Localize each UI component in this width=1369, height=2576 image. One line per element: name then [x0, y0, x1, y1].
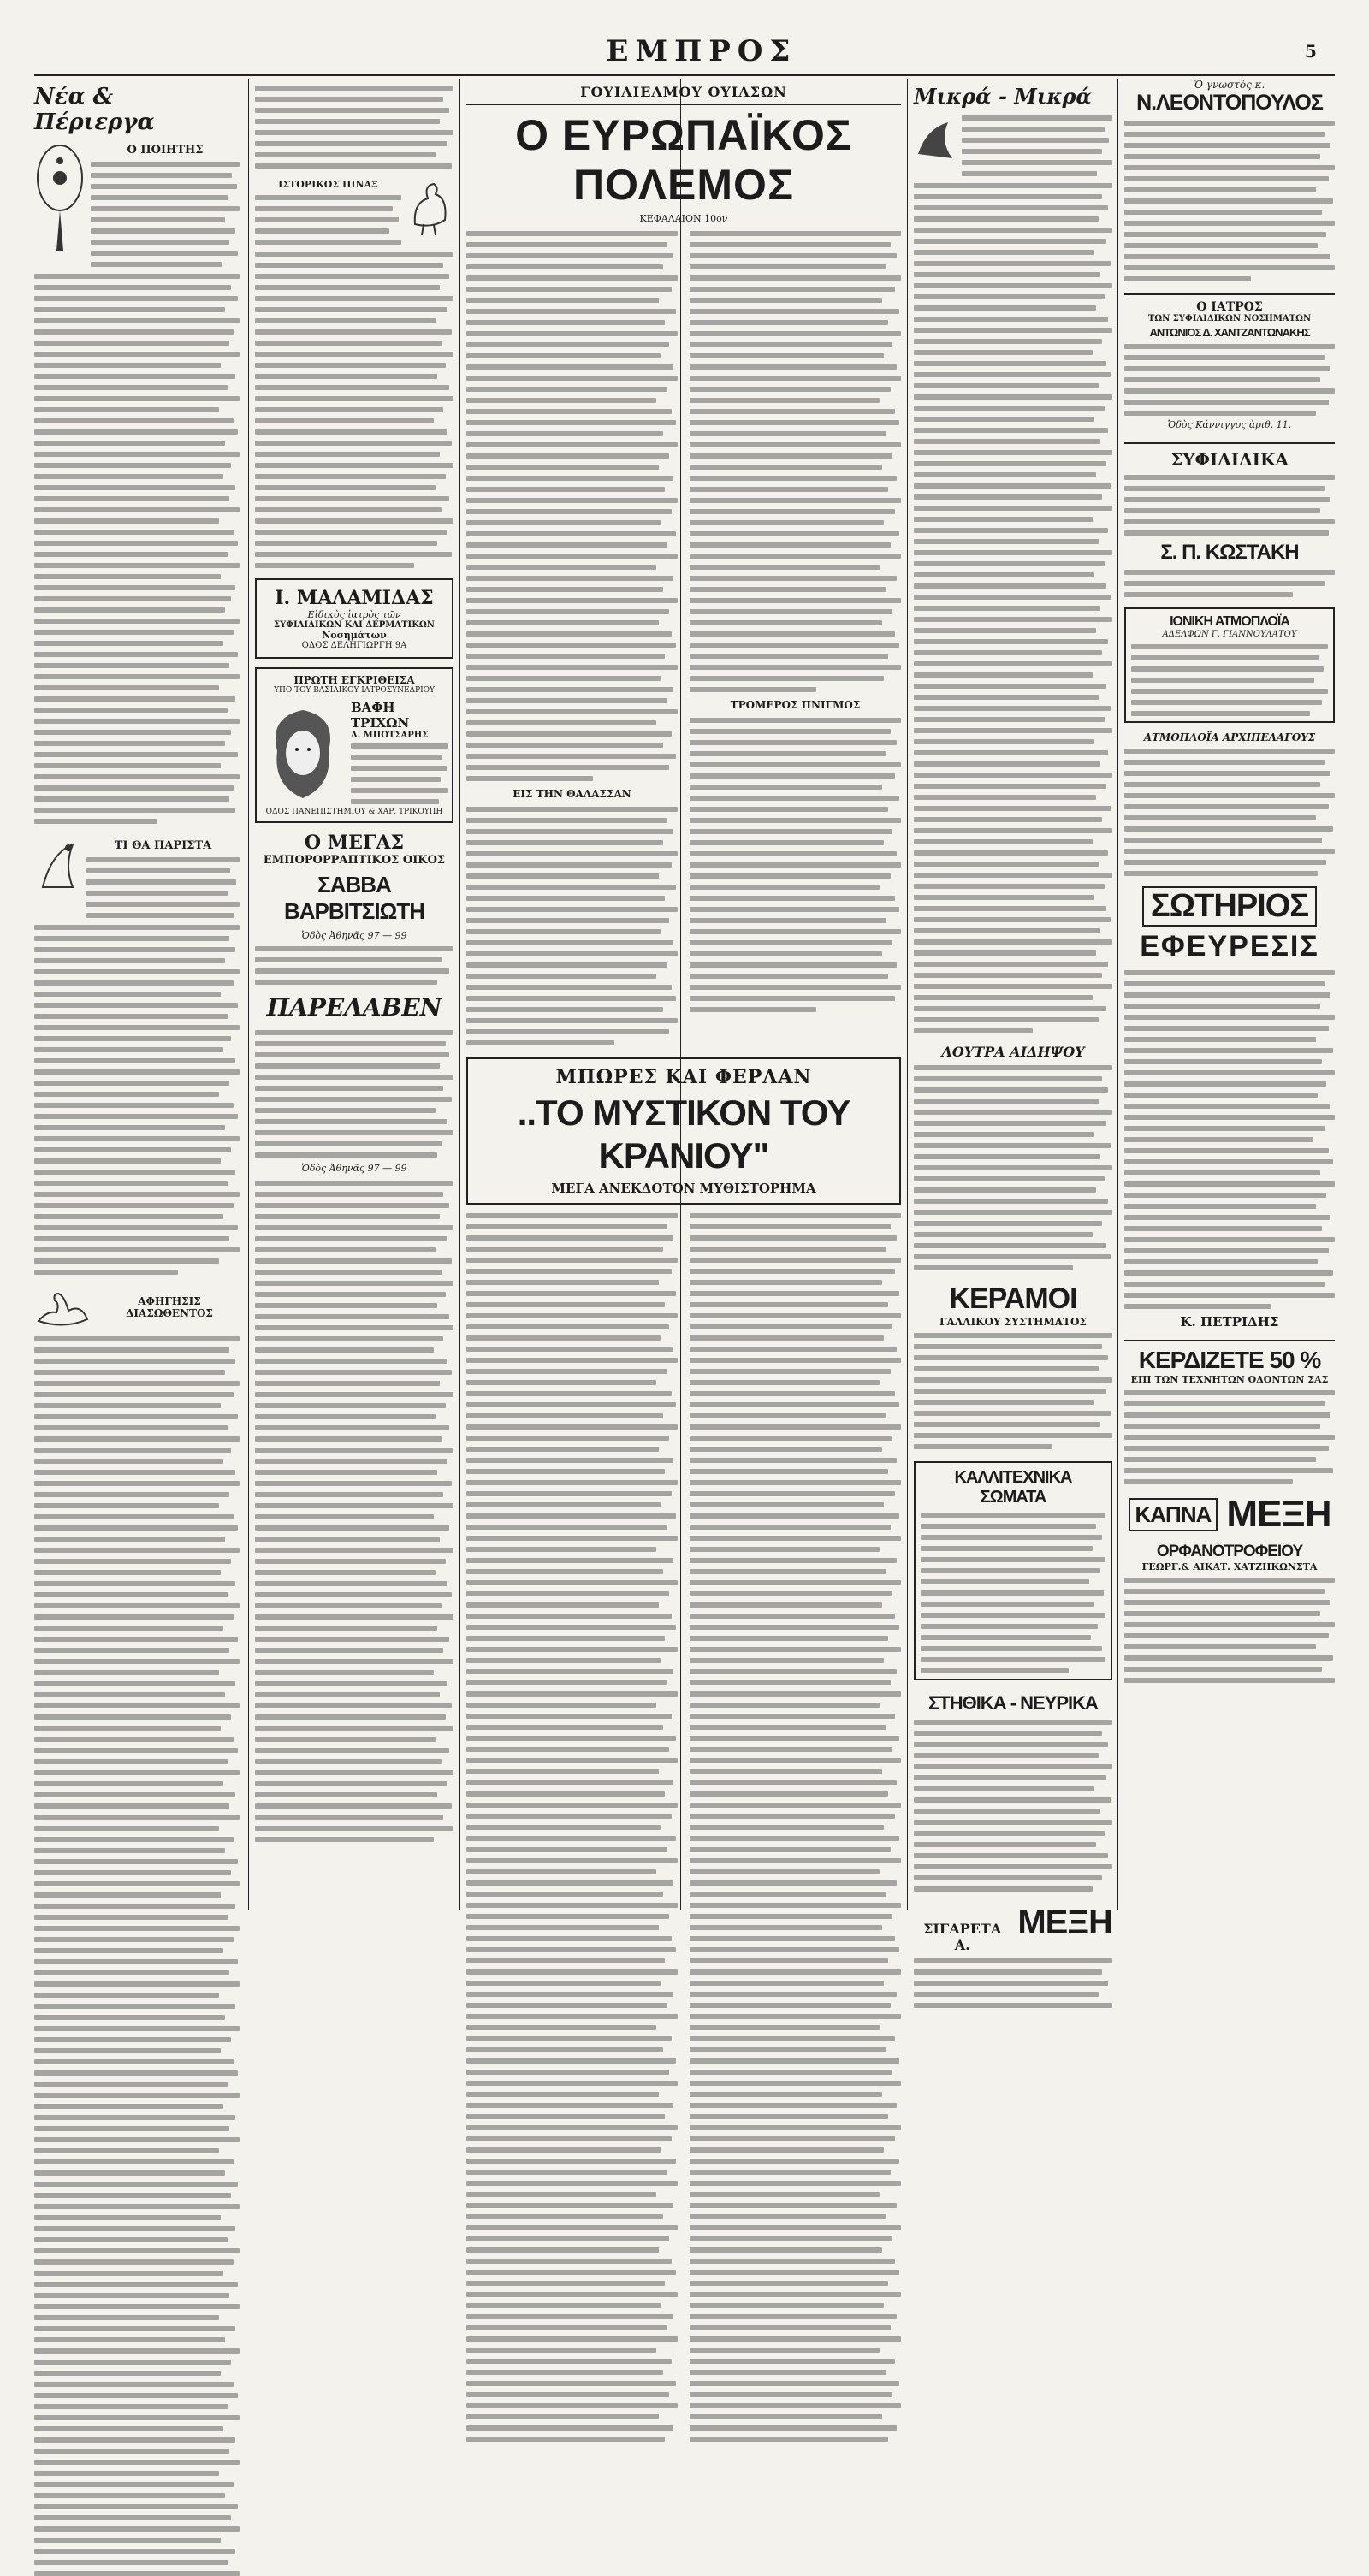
- article-body-lines: [466, 1213, 678, 2442]
- ad-varvitsioti-address: Ὁδὸς Ἀθηνᾶς 97 — 99: [301, 930, 407, 941]
- article-body-lines: [690, 718, 901, 1012]
- ad-malamidas-line2: ΣΥΦΙΛΙΔΙΚΩΝ ΚΑΙ ΔΕΡΜΑΤΙΚΩΝ: [274, 620, 435, 630]
- article-body-lines: [1124, 970, 1335, 1309]
- article-title-afigisis: ΑΦΗΓΗΣΙΣ ΔΙΑΣΩΘΕΝΤΟΣ: [126, 1295, 213, 1319]
- rule: [466, 104, 901, 105]
- article-body-lines: [255, 1030, 453, 1158]
- sigareta-label: ΣΙΓΑΡΕΤΑ Α.: [923, 1921, 1002, 1953]
- mexi-label: ΜΕΞΗ: [1226, 1493, 1331, 1535]
- article-body-lines: [914, 1720, 1112, 1892]
- ad-vafi-sub: ΥΠΟ ΤΟΥ ΒΑΣΙΛΙΚΟΥ ΙΑΤΡΟΣΥΝΕΔΡΙΟΥ: [274, 686, 435, 695]
- article-body-lines: [1124, 344, 1335, 416]
- article-body-lines: [1131, 644, 1328, 716]
- syfilidika-title: ΣΥΦΙΛΙΔΙΚΑ: [1170, 449, 1289, 470]
- ad-vafi-maker: Δ. ΜΠΟΤΣΑΡΗΣ: [351, 731, 429, 740]
- article-body-lines: [921, 1513, 1105, 1673]
- novel-subtitle: ΜΕΓΑ ΑΝΕΚΔΟΤΟΝ ΜΥΘΙΣΤΟΡΗΜΑ: [551, 1181, 816, 1196]
- article-body-lines: [1124, 1578, 1335, 1683]
- ad-arxipelagos: [1124, 731, 1335, 876]
- article-body-lines: [690, 231, 901, 692]
- bird-illustration: [34, 836, 81, 896]
- novel-authors: ΜΠΩΡΕΣ ΚΑΙ ΦΕΡΛΑΝ: [555, 1066, 812, 1088]
- petridis-name: Κ. ΠΕΤΡΙΔΗΣ: [1180, 1314, 1279, 1329]
- ad-orfanotrofeiou: [1124, 1543, 1335, 1683]
- column-rule-4: [907, 79, 908, 1910]
- ad-kostaki: [1124, 442, 1335, 597]
- ad-malamidas-line3: Νοσημάτων: [322, 630, 387, 641]
- article-body-lines: [1124, 570, 1335, 597]
- ad-varvitsioti: [255, 832, 453, 1174]
- kallitexnika-title: ΚΑΛΛΙΤΕΧΝΙΚΑ ΣΩΜΑΤΑ: [954, 1468, 1072, 1507]
- ad-malamidas-line1: Εἰδικὸς ἰατρὸς τῶν: [307, 609, 401, 620]
- ad-keramoi: [914, 1282, 1112, 1449]
- article-body-lines: [914, 1333, 1112, 1449]
- main-war-headline: Ο ΕΥΡΩΠΑΪΚΟΣ ΠΟΛΕΜΟΣ: [515, 111, 852, 209]
- article-body-lines: [466, 807, 678, 1045]
- ad-stithika: [914, 1692, 1112, 1892]
- column-6: [1124, 79, 1335, 1914]
- ionic-subtitle: ΑΔΕΛΦΩΝ Γ. ΓΙΑΝΝΟΥΛΑΤΟΥ: [1162, 630, 1297, 639]
- section-title-mikra: Μικρά - Μικρά: [914, 84, 1092, 109]
- article-body-lines: [255, 252, 453, 568]
- kostaki-name: Σ. Π. ΚΩΣΤΑΚΗ: [1160, 541, 1299, 564]
- ad-varvitsioti-house: ΕΜΠΟΡΟΡΡΑΠΤΙΚΟΣ ΟΙΚΟΣ: [263, 854, 446, 867]
- novel-header: [466, 1057, 901, 1205]
- article-body-lines: [914, 1065, 1112, 1270]
- article-body-lines: [1124, 121, 1335, 281]
- article-body-lines: [255, 86, 453, 169]
- efevresis-title: ΕΦΕΥΡΕΣΙΣ: [1140, 930, 1319, 962]
- ad-vafi-trixon: [255, 667, 453, 823]
- masthead-rule: [34, 74, 1335, 76]
- chapter-label: ΚΕΦΑΛΑΙΟΝ 10ον: [639, 213, 728, 224]
- article-body-lines: [255, 195, 401, 245]
- column-rule-5: [1117, 79, 1118, 1910]
- ad-malamidas-line4: ΟΔΟΣ ΔΕΛΗΓΙΩΡΓΗ 9Α: [301, 641, 407, 650]
- article-body-lines: [34, 1336, 240, 2576]
- subhead-eis-tin-thalassan: ΕΙΣ ΤΗΝ ΘΑΛΑΣΣΑΝ: [513, 788, 631, 800]
- orfano-subtitle: ΓΕΩΡΓ.& ΑΙΚΑΤ. ΧΑΤΖΗΚΩΝΣΤΑ: [1141, 1561, 1318, 1572]
- column-rule-1: [248, 79, 249, 1910]
- orfano-title: ΟΡΦΑΝΟΤΡΟΦΕΙΟΥ: [1156, 1543, 1303, 1560]
- masthead: [0, 26, 1369, 77]
- stithika-title: ΣΤΗΘΙΚΑ - ΝΕΥΡΙΚΑ: [928, 1692, 1098, 1714]
- ad-malamidas-name: Ι. ΜΑΛΑΜΙΔΑΣ: [275, 587, 434, 609]
- odos-kanningos: Ὁδὸς Κάννιγγος ἀριθ. 11.: [1167, 419, 1292, 430]
- article-body-lines: [34, 274, 240, 824]
- article-body-lines: [86, 857, 240, 918]
- historic-table-title: ΙΣΤΟΡΙΚΟΣ ΠΙΝΑΞ: [278, 179, 378, 190]
- page-number: 5: [1305, 41, 1317, 62]
- ad-varvitsioti-name: ΣΑΒΒΑ ΒΑΡΒΙΤΣΙΩΤΗ: [283, 872, 425, 924]
- ad-varvitsioti-o-megas: Ο ΜΕΓΑΣ: [304, 832, 405, 854]
- leontopoulos-name: Ν.ΛΕΟΝΤΟΠΟΥΛΟΣ: [1136, 91, 1323, 115]
- ad-vafi-top: ΠΡΩΤΗ ΕΓΚΡΙΘΕΙΣΑ: [293, 674, 415, 686]
- article-body-lines: [1124, 475, 1335, 536]
- ad-varvitsioti-address-2: Ὁδὸς Ἀθηνᾶς 97 — 99: [301, 1163, 407, 1174]
- ad-vafi-name: ΒΑΦΗ ΤΡΙΧΩΝ: [351, 700, 410, 731]
- bird-illustration: [914, 115, 957, 167]
- ad-kerdizete: [1124, 1340, 1335, 1484]
- swan-illustration: [34, 1287, 94, 1329]
- masthead-title: ΕΜΠΡΟΣ: [606, 34, 797, 68]
- iatros-label: Ο ΙΑΤΡΟΣ: [1196, 300, 1263, 314]
- keramoi-title: ΚΕΡΑΜΟΙ: [949, 1282, 1077, 1315]
- center-columns: [466, 79, 901, 1914]
- ad-sigareta: [914, 1904, 1112, 1953]
- article-body-lines: [351, 743, 448, 804]
- arxipelagos-title: ΑΤΜΟΠΛΟΪΑ ΑΡΧΙΠΕΛΑΓΟΥΣ: [1143, 731, 1316, 743]
- ionic-title: ΙΟΝΙΚΗ ΑΤΜΟΠΛΟΪΑ: [1170, 614, 1289, 629]
- article-body-lines: [91, 162, 240, 267]
- novel-title: ..ΤΟ ΜΥΣΤΙΚΟΝ ΤΟΥ ΚΡΑΝΙΟΥ": [517, 1093, 850, 1175]
- article-body-lines: [914, 1958, 1112, 2008]
- kerdizete-subtitle: ΕΠΙ ΤΩΝ ΤΕΧΝΗΤΩΝ ΟΔΟΝΤΩΝ ΣΑΣ: [1130, 1374, 1329, 1385]
- woman-portrait-illustration: [260, 700, 346, 802]
- article-title-poiitis: Ο ΠΟΙΗΤΗΣ: [127, 144, 204, 157]
- known-label: Ὁ γνωστὸς κ.: [1194, 79, 1265, 91]
- article-title-ti-tha-parista: ΤΙ ΘΑ ΠΑΡΙΣΤΑ: [114, 839, 212, 852]
- article-body-lines: [1124, 1390, 1335, 1484]
- rooster-illustration: [406, 177, 453, 237]
- article-body-lines: [466, 231, 678, 781]
- ad-soterios: [1124, 886, 1335, 1329]
- kerdizete-title: ΚΕΡΔΙΖΕΤΕ 50 %: [1138, 1347, 1321, 1373]
- ad-varvitsioti-received: ΠΑΡΕΛΑΒΕΝ: [266, 993, 442, 1022]
- article-body-lines: [962, 115, 1112, 176]
- soterios-title: ΣΩΤΗΡΙΟΣ: [1142, 886, 1317, 927]
- ton-syfilidikon: ΤΩΝ ΣΥΦΙΛΙΔΙΚΩΝ ΝΟΣΗΜΑΤΩΝ: [1147, 314, 1312, 323]
- section-title-nea-perierga: Νέα & Πέριεργα: [34, 84, 155, 135]
- column-5: [914, 79, 1112, 1953]
- column-rule-2: [459, 79, 460, 1910]
- column-2: [255, 79, 453, 1914]
- article-body-lines: [34, 925, 240, 1275]
- ad-kapna-mexi: [1124, 1493, 1335, 1536]
- xantzantonakis-name: ΑΝΤΩΝΙΟΣ Δ. ΧΑΝΤΖΑΝΤΩΝΑΚΗΣ: [1149, 326, 1310, 339]
- article-body-lines: [255, 1181, 453, 1842]
- ad-leontopoulos: [1124, 79, 1335, 281]
- kapna-label: ΚΑΠΝΑ: [1129, 1498, 1218, 1531]
- subhead-tromeros-pnigmos: ΤΡΟΜΕΡΟΣ ΠΝΙΓΜΟΣ: [730, 699, 861, 711]
- ad-kallitexnika-somata: [914, 1461, 1112, 1680]
- center-top-header: ΓΟΥΙΛΙΕΛΜΟΥ ΟΥΙΛΣΩΝ: [580, 84, 787, 100]
- article-body-lines: [914, 183, 1112, 1033]
- ad-vafi-address: ΟΔΟΣ ΠΑΝΕΠΙΣΤΗΜΙΟΥ & ΧΑΡ. ΤΡΙΚΟΥΠΗ: [265, 808, 443, 816]
- article-body-lines: [1124, 749, 1335, 876]
- ad-ionic-atmoploia: [1124, 607, 1335, 723]
- article-body-lines: [255, 946, 453, 985]
- column-1: [34, 79, 240, 1914]
- loutra-aidipsou-title: ΛΟΥΤΡΑ ΑΙΔΗΨΟΥ: [941, 1044, 1085, 1060]
- keramoi-subtitle: ΓΑΛΛΙΚΟΥ ΣΥΣΤΗΜΑΤΟΣ: [939, 1316, 1087, 1328]
- ad-malamidas: [255, 578, 453, 659]
- article-body-lines: [690, 1213, 901, 2442]
- peacock-illustration: [34, 144, 86, 255]
- sigareta-brand: ΜΕΞΗ: [1017, 1904, 1112, 1941]
- ad-xantzantonakis: [1124, 293, 1335, 430]
